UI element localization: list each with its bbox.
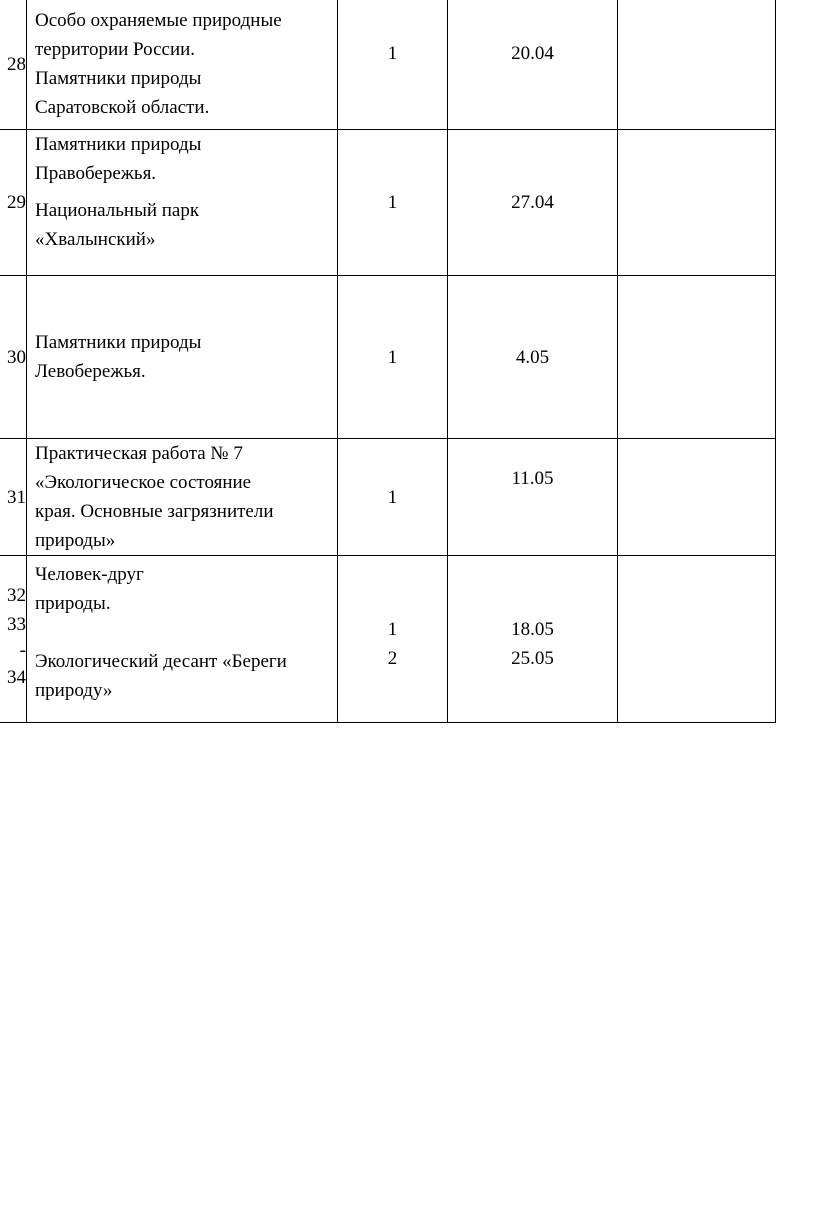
date-value: 18.05 [511, 619, 554, 640]
lesson-number: 31 [7, 486, 26, 508]
date-cell [448, 556, 618, 723]
topic-line: Памятники природы [35, 332, 202, 353]
lesson-number: 30 [7, 346, 26, 368]
hours-cell [338, 556, 448, 723]
hours-cell [338, 276, 448, 439]
topic-line: Памятники природы [35, 68, 202, 89]
topic-line: Человек-друг [35, 564, 144, 585]
lesson-topic-cell [27, 439, 338, 556]
topic-line: Национальный парк [35, 200, 200, 221]
date-cell [448, 439, 618, 556]
hours-value: 2 [387, 648, 398, 669]
topic-line: Правобережья. [35, 163, 157, 184]
hours-value: 1 [387, 346, 398, 368]
topic-line: территории России. [35, 39, 196, 60]
lesson-number: 33 [7, 614, 26, 635]
lesson-topic-cell [27, 556, 338, 723]
topic-line: Левобережья. [35, 361, 146, 382]
hours-value: 1 [387, 486, 398, 508]
table-row [0, 276, 776, 439]
topic-line: Саратовской области. [35, 97, 210, 118]
lesson-number: 28 [7, 53, 26, 75]
topic-line: природу» [35, 680, 113, 701]
lesson-topic-cell [27, 0, 338, 130]
lesson-number-cell [0, 556, 27, 723]
notes-cell [618, 276, 776, 439]
topic-line: «Экологическое состояние [35, 472, 252, 493]
date-value: 27.04 [511, 192, 554, 213]
date-cell [448, 130, 618, 276]
lesson-topic-cell [27, 130, 338, 276]
date-value: 25.05 [511, 648, 554, 669]
table-row [0, 556, 776, 723]
hours-value: 1 [387, 619, 398, 640]
table-row [0, 0, 776, 130]
lesson-number: 32 [7, 585, 26, 606]
lesson-number: - [19, 640, 26, 661]
lesson-number: 29 [7, 192, 26, 213]
hours-value: 1 [387, 43, 398, 64]
topic-line: Практическая работа № 7 [35, 443, 243, 464]
topic-line: края. Основные загрязнители [35, 501, 274, 522]
lesson-number: 34 [7, 667, 26, 688]
hours-value: 1 [387, 192, 398, 213]
date-value: 20.04 [511, 43, 554, 64]
topic-line: природы» [35, 530, 116, 551]
notes-cell [618, 0, 776, 130]
hours-cell [338, 439, 448, 556]
date-value: 11.05 [511, 468, 554, 489]
date-cell [448, 276, 618, 439]
table-row [0, 439, 776, 556]
hours-cell [338, 0, 448, 130]
date-cell [448, 0, 618, 130]
table-row [0, 130, 776, 276]
topic-line: Экологический десант «Береги [35, 651, 287, 672]
topic-line: Памятники природы [35, 134, 202, 155]
lesson-number-cell [0, 130, 27, 276]
date-value: 4.05 [515, 346, 550, 368]
lesson-number-cell [0, 439, 27, 556]
hours-cell [338, 130, 448, 276]
topic-line: Особо охраняемые природные [35, 10, 282, 31]
lesson-number-cell [0, 0, 27, 130]
notes-cell [618, 130, 776, 276]
topic-line: «Хвалынский» [35, 229, 156, 250]
topic-line: природы. [35, 593, 111, 614]
notes-cell [618, 439, 776, 556]
lesson-topic-cell [27, 276, 338, 439]
notes-cell [618, 556, 776, 723]
lesson-number-cell [0, 276, 27, 439]
